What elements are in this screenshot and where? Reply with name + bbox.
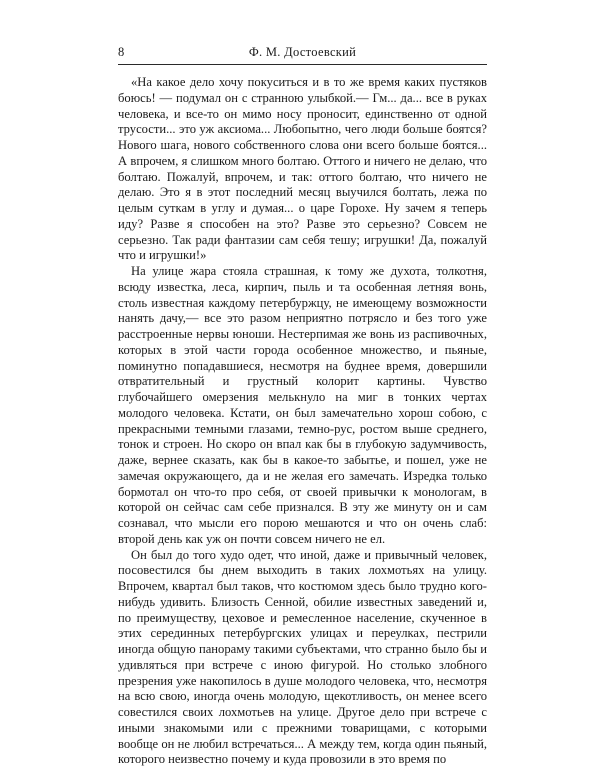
paragraph: На улице жара стояла страшная, к тому же духота, толкотня, всюду известка, леса, кирпич, пыль и та особенная летняя вонь, столь известная каждому петербуржцу, не имеющему возможности нанять дачу,— все это разом неприятно потрясло и без того уже расстроенные нервы юноши. Нестерпимая же вонь из распивочных, которых в этой части города особенное множество, и пьяные, поминутно попадавшиеся, несмотря на буднее время, довершили отвратительный и грустный колорит картины. Чувство глубочайшего омерзения мелькнуло на миг в тонких чертах молодого человека. Кстати, он был замечательно хорош собою, с прекрасными темными глазами, темно-рус, ростом выше среднего, тонок и строен. Но скоро он впал как бы в глубокую задумчивость, даже, вернее сказать, как бы в какое-то забытье, и пошел, уже не замечая окружающего, да и не желая его замечать. Изредка только бормотал он что-то про себя, от своей привычки к монологам, в которой он сейчас сам себе признался. В эту же минуту он и сам сознавал, что мысли его порою мешаются и что он очень слаб: второй день как уж он почти совсем ничего не ел. [118, 264, 487, 548]
paragraph: «На какое дело хочу покуситься и в то же время каких пустяков боюсь! — подумал он с странною улыбкой.— Гм... да... все в руках человека, и все-то он мимо носу проносит, единственно от одной трусости... это уж аксиома... Любопытно, чего люди больше боятся? Нового шага, нового собственного слова они всего больше боятся... А впрочем, я слишком много болтаю. Оттого и ничего не делаю, что болтаю. Пожалуй, впрочем, и так: оттого болтаю, что ничего не делаю. Это я в этот последний месяц выучился болтать, лежа по целым суткам в углу и думая... о царе Горохе. Ну зачем я теперь иду? Разве я способен на это? Разве это серьезно? Совсем не серьезно. Так ради фантазии сам себя тешу; игрушки! Да, пожалуй что и игрушки!» [118, 75, 487, 264]
page-number: 8 [118, 45, 124, 59]
paragraph: Он был до того худо одет, что иной, даже и привычный человек, посовестился бы днем выходить в таких лохмотьях на улицу. Впрочем, квартал был таков, что костюмом здесь было трудно кого-нибудь удивить. Близость Сенной, обилие известных заведений и, по преимуществу, цеховое и ремесленное население, скученное в этих серединных петербургских улицах и переулках, пестрили иногда общую панораму такими субъектами, что странно было бы и удивляться при встрече с иною фигурой. Но столько злобного презрения уже накопилось в душе молодого человека, что, несмотря на всю свою, иногда очень молодую, щекотливость, он менее всего совестился своих лохмотьев на улице. Другое дело при встрече с иными знакомыми или с прежними товарищами, с которыми вообще он не любил встречаться... А между тем, когда один пьяный, которого неизвестно почему и куда провозили в это время по [118, 548, 487, 768]
body-text [118, 75, 487, 768]
running-title: Ф. М. Достоевский [118, 45, 487, 59]
running-header [118, 44, 487, 65]
